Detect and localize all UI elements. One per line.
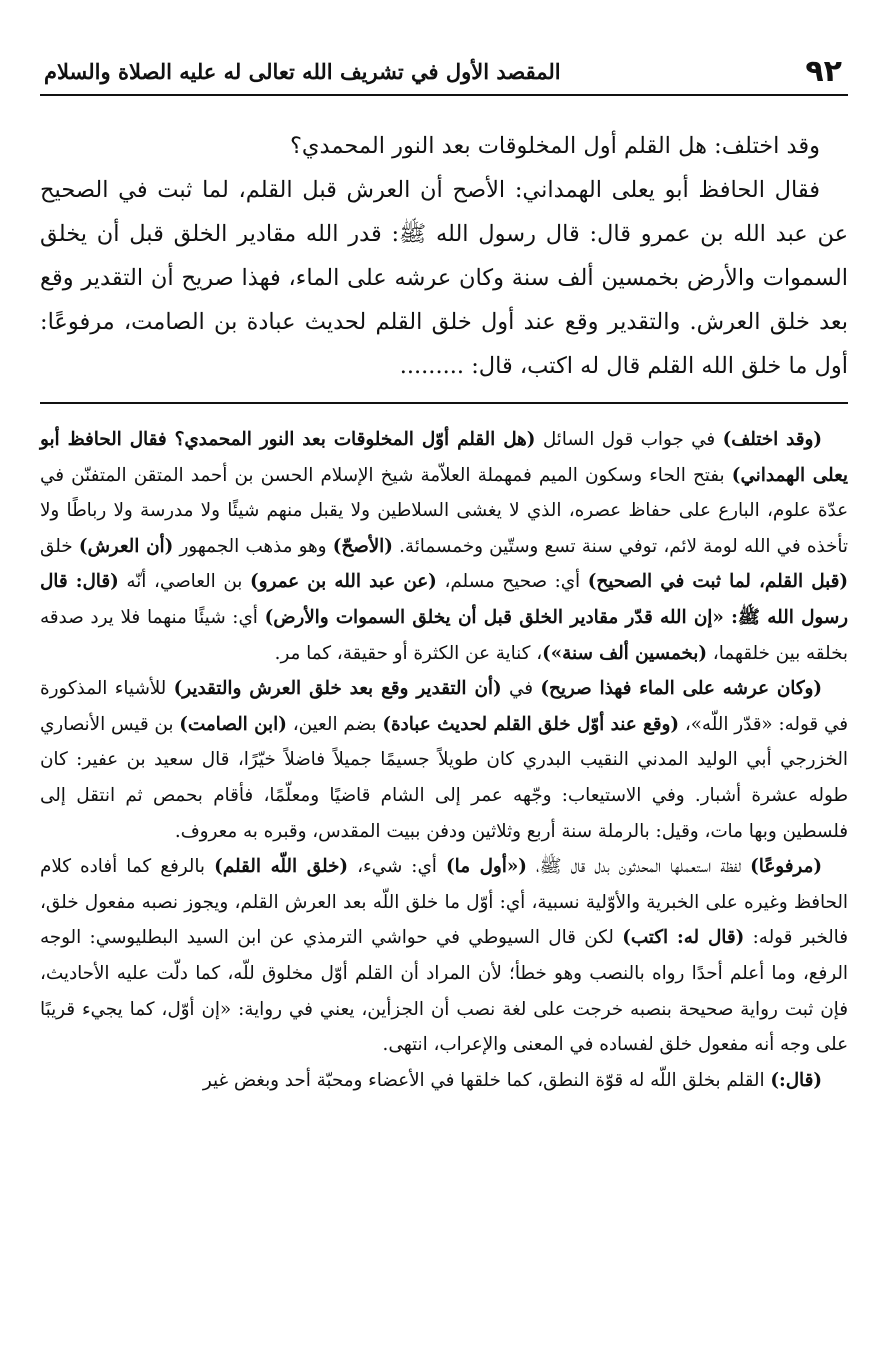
commentary-text: بضم العين، <box>286 713 383 735</box>
ellipsis-dots: ......... <box>399 353 465 379</box>
running-title: المقصد الأول في تشريف الله تعالى له عليه الصلاة والسلام <box>44 58 561 84</box>
commentary-text: لفظة استعملها المحدثون بدل قال ﷺ، <box>526 856 751 878</box>
commentary-text: بن العاصي، أنّه <box>118 571 250 593</box>
commentary-text: القلم بخلق اللّه له قوّة النطق، كما خلقها في الأعضاء ومحبّة أحد وبغض غير <box>202 1069 771 1091</box>
commentary-text: لكن قال السيوطي في حواشي الترمذي عن ابن السيد البطليوسي: الوجه الرفع، وما أعلم أحدًا رواه بالنصب وهو خطأ؛ لأن المراد أن القلم أوّل مخلوق للّه، كما دلّت عليه الأحاديث، فإن ثبت رواية صحيحة بنصبه خرجت على لغة نصب أن الجزأين، يعني في رواية: «إن أوّل، كما يجيء قريبًا على وجه أنه مفعول خلق لفساده في المعنى والإعراب، انتهى. <box>40 927 848 1056</box>
quoted-matn: (بخمسين ألف سنة») <box>542 642 707 664</box>
book-page <box>40 48 848 1338</box>
commentary-text: ، كناية عن الكثرة أو حقيقة، كما مر. <box>274 642 543 664</box>
commentary-text: بالرفع كما أفاده كلام الحافظ وغيره على الخبرية والأوّلية نسبية، أي: أوّل ما خلق اللّه بعد العرش القلم، ويجوز نصبه مفعول خلق، فالخبر قوله: <box>40 856 848 949</box>
commentary-text: بفتح الحاء وسكون الميم فمهملة العلاّمة شيخ الإسلام الحسن بن أحمد المتقن المتفنّن في عدّة علوم، البارع على حفاظ عصره، الذي لا يغشى السلاطين ولا يقبل منهم شيئًا ولا مدرسة ولا رباطًا ولا تأخذه في الله لومة لائم، توفي سنة تسع وستّين وخمسمائة. <box>40 464 849 557</box>
quoted-matn: (الأصحّ) <box>332 535 393 557</box>
quoted-matn: (وقع عند أوّل خلق القلم لحديث عبادة) <box>382 713 679 735</box>
commentary-paragraph-4 <box>40 1063 848 1099</box>
quoted-matn: (أن التقدير وقع بعد خلق العرش والتقدير) <box>173 678 502 700</box>
quoted-matn: (وقد اختلف) <box>722 429 822 450</box>
commentary-text: للأشياء المذكورة في قوله: «قدّر اللّه»، <box>40 678 848 735</box>
quoted-matn: (هل القلم أوّل المخلوقات بعد النور المحمدي؟ فقال الحافظ أبو يعلى الهمداني) <box>40 429 848 486</box>
main-paragraph-answer-text: فقال الحافظ أبو يعلى الهمداني: الأصح أن العرش قبل القلم، لما ثبت في الصحيح عن عبد الله بن عمرو قال: قال رسول الله ﷺ: قدر الله مقادير الخلق قبل أن يخلق السموات والأرض بخمسين ألف سنة وكان عرشه على الماء، فهذا صريح أن التقدير وقع بعد خلق العرش. والتقدير وقع عند أول خلق القلم لحديث عبادة بن الصامت، مرفوعًا: أول ما خلق الله القلم قال له اكتب، قال: <box>40 177 849 379</box>
commentary-text: في <box>501 678 541 700</box>
commentary-text: أي: شيء، <box>348 856 446 878</box>
quoted-matn: (قال: قال رسول الله ﷺ: «إن الله قدّر مقادير الخلق قبل أن يخلق السموات والأرض) <box>40 571 848 628</box>
commentary-paragraph-2 <box>40 671 848 849</box>
running-header <box>40 48 848 96</box>
quoted-matn: (عن عبد الله بن عمرو) <box>250 571 437 593</box>
commentary-text: خلق <box>40 535 79 557</box>
quoted-matn: (وكان عرشه على الماء فهذا صريح) <box>540 678 822 700</box>
main-text <box>40 124 848 388</box>
footnote-separator <box>40 402 848 404</box>
commentary-paragraph-3 <box>40 849 848 1063</box>
commentary-text: بن قيس الأنصاري الخزرجي أبي الوليد المدني النقيب البدري كان طويلاً جسيمًا جميلاً فاضلاً خيّرًا، قال سعيد بن عفير: كان طوله عشرة أشبار. وفي الاستيعاب: وجّهه عمر إلى الشام قاضيًا ومعلّمًا، فأقام بحمص ثم انتقل إلى فلسطين وبها مات، وقيل: بالرملة سنة أربع وثلاثين ودفن ببيت المقدس، وقبره به معروف. <box>40 713 848 842</box>
main-paragraph-answer <box>40 168 848 388</box>
page-number: ٩٢ <box>805 53 842 89</box>
quoted-matn: (قبل القلم، لما ثبت في الصحيح) <box>587 571 848 593</box>
quoted-matn: (ابن الصامت) <box>179 713 287 735</box>
commentary-text: أي: شيئًا منهما فلا يرد صدقه بخلقه بين خلقهما، <box>40 606 848 664</box>
quoted-matn: (قال:) <box>770 1069 822 1091</box>
commentary <box>40 422 848 1098</box>
commentary-paragraph-1 <box>40 422 848 671</box>
commentary-text: في جواب قول السائل <box>535 429 723 450</box>
main-paragraph-question: وقد اختلف: هل القلم أول المخلوقات بعد النور المحمدي؟ <box>289 133 820 159</box>
quoted-matn: (خلق اللّه القلم) <box>214 856 349 878</box>
quoted-matn: (مرفوعًا) <box>750 856 822 878</box>
quoted-matn: («أول ما) <box>445 856 527 878</box>
quoted-matn: (قال له: اكتب) <box>622 927 745 949</box>
commentary-text: وهو مذهب الجمهور <box>173 535 333 557</box>
quoted-matn: (أن العرش) <box>78 535 174 557</box>
commentary-text: أي: صحيح مسلم، <box>436 571 588 593</box>
